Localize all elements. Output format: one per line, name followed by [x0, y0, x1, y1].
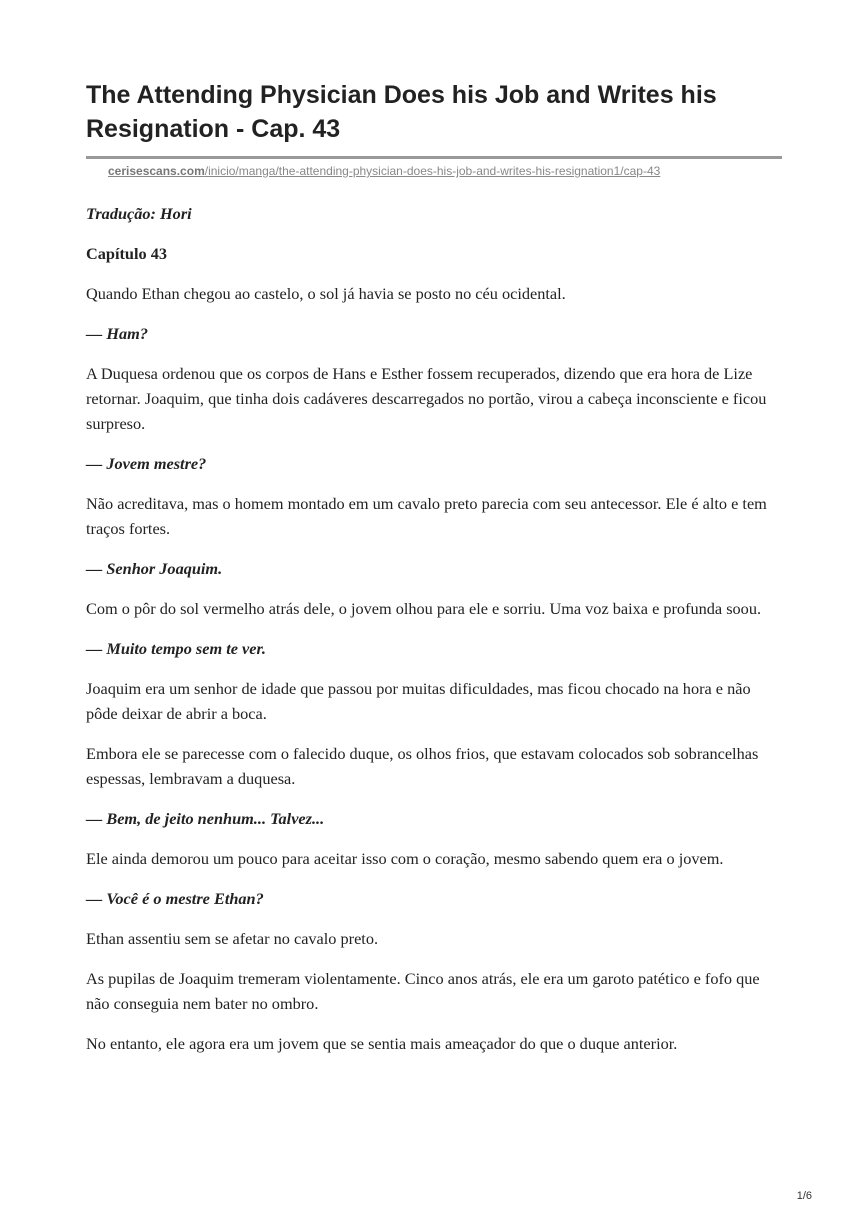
dialogue-line: — Bem, de jeito nenhum... Talvez...: [86, 809, 325, 828]
dialogue-line: — Muito tempo sem te ver.: [86, 639, 266, 658]
dialogue-line: — Jovem mestre?: [86, 454, 207, 473]
paragraph: Com o pôr do sol vermelho atrás dele, o jovem olhou para ele e sorriu. Uma voz baixa e profunda soou.: [86, 599, 762, 618]
source-domain: cerisescans.com: [108, 164, 205, 178]
paragraph: Ele ainda demorou um pouco para aceitar isso com o coração, mesmo sabendo quem era o jovem.: [86, 849, 724, 868]
dialogue-line: — Ham?: [86, 324, 148, 343]
paragraph: Ethan assentiu sem se afetar no cavalo preto.: [86, 929, 379, 948]
paragraph: A Duquesa ordenou que os corpos de Hans e Esther fossem recuperados, dizendo que era hora de Lize retornar. Joaquim, que tinha dois cadáveres descarregados no portão, virou a cabeça inconsciente e ficou surpreso.: [86, 364, 767, 433]
chapter-heading: Capítulo 43: [86, 244, 167, 263]
source-path: /inicio/manga/the-attending-physician-does-his-job-and-writes-his-resignation1/cap-43: [204, 164, 661, 178]
page-title: The Attending Physician Does his Job and Writes his Resignation - Cap. 43: [86, 81, 717, 143]
paragraph: As pupilas de Joaquim tremeram violentamente. Cinco anos atrás, ele era um garoto patético e fofo que não conseguia nem bater no ombro.: [86, 969, 760, 1013]
document-page: [86, 78, 786, 1071]
chapter-content: [86, 201, 786, 1056]
dialogue-line: — Você é o mestre Ethan?: [86, 889, 264, 908]
paragraph: No entanto, ele agora era um jovem que se sentia mais ameaçador do que o duque anterior.: [86, 1034, 678, 1053]
paragraph: Quando Ethan chegou ao castelo, o sol já havia se posto no céu ocidental.: [86, 284, 566, 303]
title-divider: [86, 156, 782, 159]
paragraph: Embora ele se parecesse com o falecido duque, os olhos frios, que estavam colocados sob sobrancelhas espessas, lembravam a duquesa.: [86, 744, 759, 788]
paragraph: Não acreditava, mas o homem montado em um cavalo preto parecia com seu antecessor. Ele é alto e tem traços fortes.: [86, 494, 767, 538]
paragraph: Joaquim era um senhor de idade que passou por muitas dificuldades, mas ficou chocado na hora e não pôde deixar de abrir a boca.: [86, 679, 751, 723]
dialogue-line: — Senhor Joaquim.: [86, 559, 223, 578]
translator-credit: Tradução: Hori: [86, 204, 192, 223]
source-link[interactable]: [108, 163, 786, 179]
page-number: 1/6: [796, 1190, 812, 1202]
